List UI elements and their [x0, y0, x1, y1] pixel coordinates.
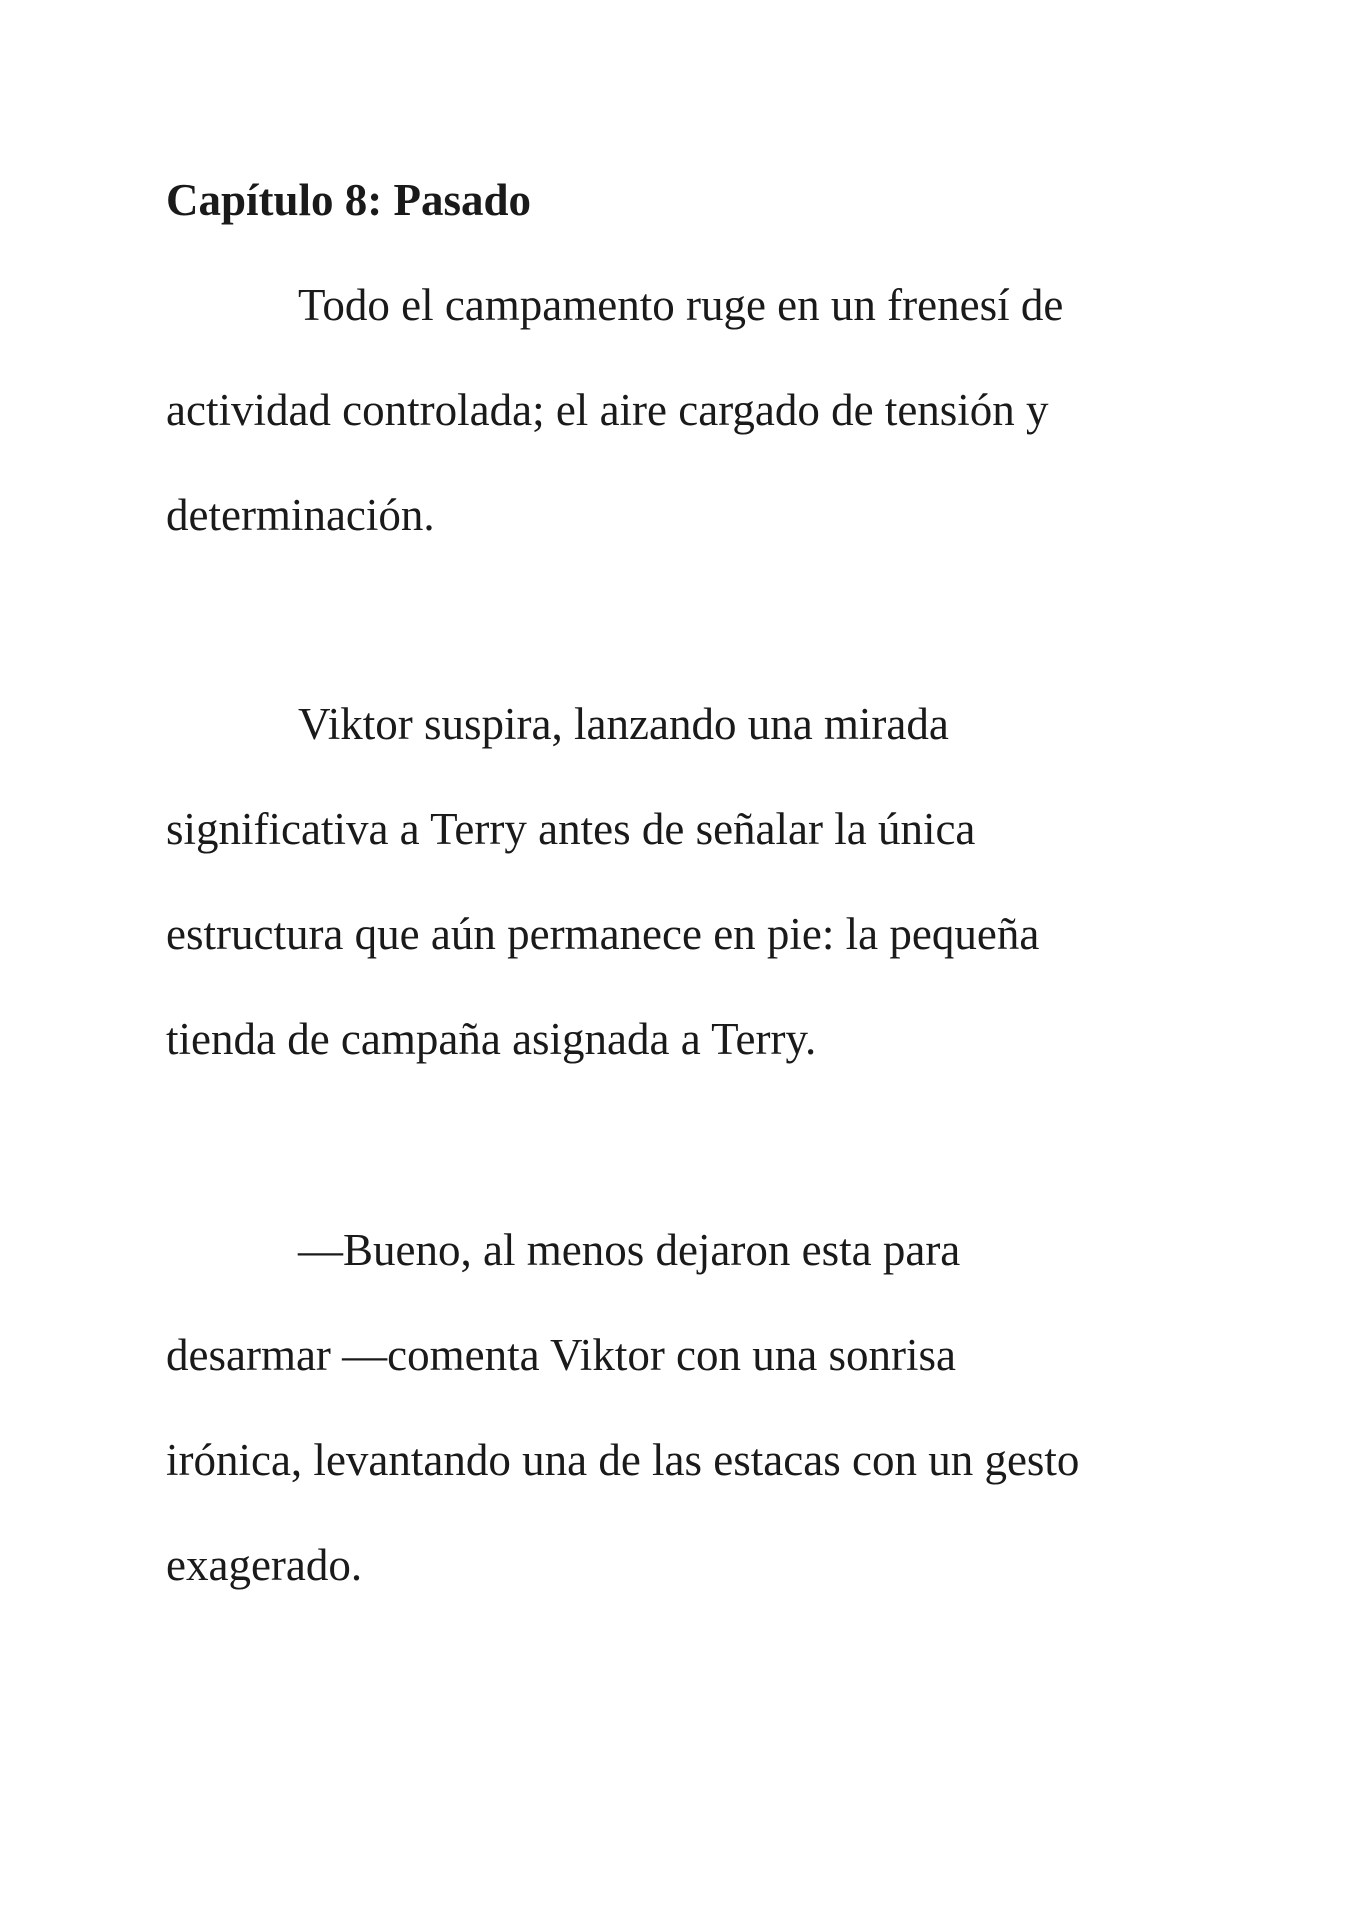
- paragraph-line: actividad controlada; el aire cargado de tensión y: [166, 385, 1049, 435]
- chapter-title: Capítulo 8: Pasado: [166, 175, 532, 225]
- paragraph-line: determinación.: [166, 490, 435, 540]
- paragraph-line: irónica, levantando una de las estacas con un gesto: [166, 1435, 1080, 1485]
- paragraph-line: Viktor suspira, lanzando una mirada: [298, 699, 949, 749]
- paragraph: [166, 1198, 1079, 1618]
- paragraph-line: tienda de campaña asignada a Terry.: [166, 1014, 817, 1064]
- paragraph-line: exagerado.: [166, 1540, 363, 1590]
- paragraph: [166, 253, 1063, 568]
- paragraph-line: —Bueno, al menos dejaron esta para: [298, 1225, 961, 1275]
- paragraph-line: desarmar —comenta Viktor con una sonrisa: [166, 1330, 956, 1380]
- paragraph-line: estructura que aún permanece en pie: la pequeña: [166, 909, 1040, 959]
- paragraph-line: significativa a Terry antes de señalar la única: [166, 804, 976, 854]
- paragraph-line: Todo el campamento ruge en un frenesí de: [298, 280, 1064, 330]
- paragraph: [166, 672, 1039, 1092]
